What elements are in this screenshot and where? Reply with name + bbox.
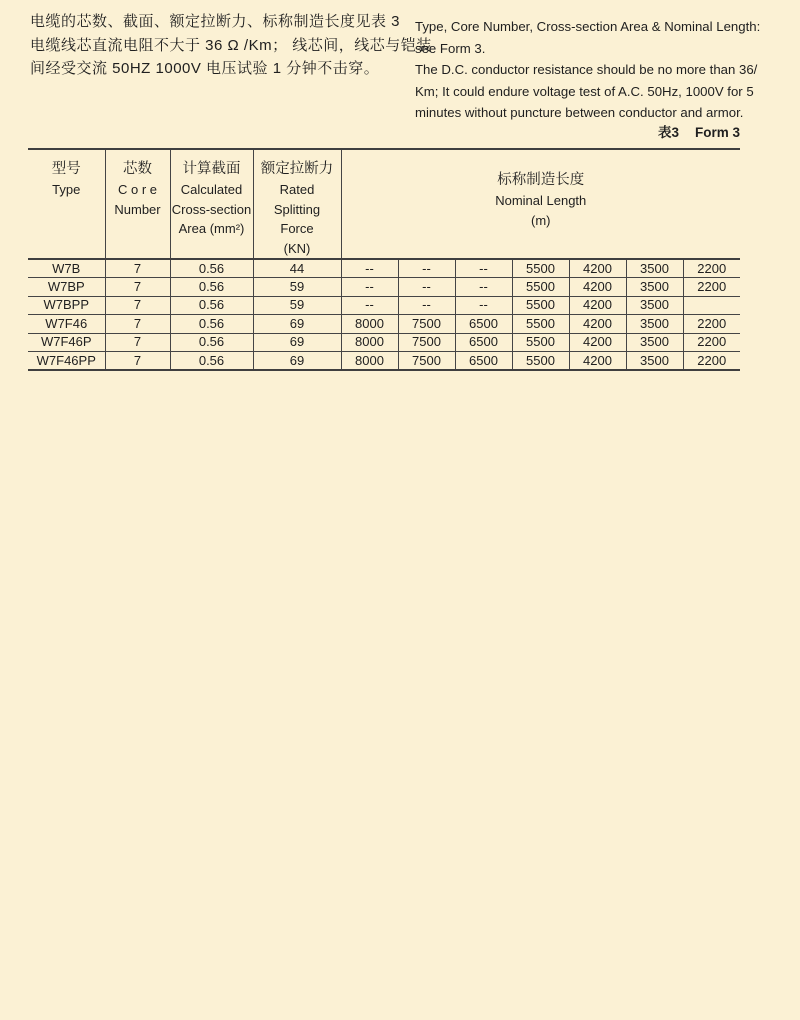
table-cell: --	[341, 259, 398, 278]
table-cell: 2200	[683, 333, 740, 352]
table-cell: --	[455, 278, 512, 297]
table-cell: W7BPP	[28, 296, 105, 315]
table-cell	[683, 296, 740, 315]
table-cell: 59	[253, 278, 341, 297]
table-cell: 7500	[398, 352, 455, 371]
table-cell: 8000	[341, 333, 398, 352]
header-type-en: Type	[52, 182, 81, 197]
table-cell: 0.56	[170, 352, 253, 371]
table-cell: 7500	[398, 315, 455, 334]
table-row	[28, 315, 740, 334]
header-col-core	[105, 149, 170, 259]
header-length-unit: (m)	[531, 212, 551, 228]
table-cell: 7	[105, 278, 170, 297]
table-cell: 4200	[569, 259, 626, 278]
table-cell: 69	[253, 352, 341, 371]
table-cell: 4200	[569, 333, 626, 352]
header-force-en-2: Splitting	[273, 201, 321, 217]
table-cell: 3500	[626, 333, 683, 352]
table-cell: 3500	[626, 296, 683, 315]
header-type-zh: 型号	[51, 161, 81, 177]
table-cell: 2200	[683, 259, 740, 278]
table-cell: 0.56	[170, 278, 253, 297]
table-cell: 8000	[341, 315, 398, 334]
table-cell: 3500	[626, 259, 683, 278]
table-cell: --	[455, 259, 512, 278]
table-cell: --	[398, 259, 455, 278]
table-cell: --	[341, 296, 398, 315]
table-cell: 6500	[455, 333, 512, 352]
table-cell: 5500	[512, 333, 569, 352]
table-cell: W7B	[28, 259, 105, 278]
table-cell: 7	[105, 315, 170, 334]
table-cell: --	[455, 296, 512, 315]
table-row	[28, 278, 740, 297]
header-core-en-2: Number	[114, 201, 161, 217]
table-cell: 7	[105, 259, 170, 278]
intro-en-paragraph-2: The D.C. conductor resistance should be no more than 36/ Km; It could endure voltage test of A.C. 50Hz, 1000V for 5 minutes without puncture between conductor and armor.	[415, 62, 758, 120]
header-force-en-1: Rated	[279, 182, 315, 197]
table-cell: 3500	[626, 315, 683, 334]
table-cell: 7	[105, 333, 170, 352]
header-area-zh: 计算截面	[182, 161, 241, 177]
table-cell: 0.56	[170, 259, 253, 278]
table-cell: 5500	[512, 278, 569, 297]
table-cell: 4200	[569, 315, 626, 334]
table-row	[28, 259, 740, 278]
table-cell: 59	[253, 296, 341, 315]
table-cell: 3500	[626, 278, 683, 297]
header-length-en: Nominal Length	[495, 193, 587, 208]
header-col-force	[253, 149, 341, 259]
header-length-zh: 标称制造长度	[497, 172, 585, 188]
table-cell: 4200	[569, 278, 626, 297]
table-cell: 3500	[626, 352, 683, 371]
table-cell: 0.56	[170, 315, 253, 334]
table-row	[28, 352, 740, 371]
table-cell: --	[398, 278, 455, 297]
table-cell: --	[341, 278, 398, 297]
table-cell: 2200	[683, 352, 740, 371]
table-cell: 5500	[512, 259, 569, 278]
intro-paragraph-english	[415, 16, 773, 124]
table-cell: W7F46P	[28, 333, 105, 352]
table-cell: --	[398, 296, 455, 315]
table-cell: 5500	[512, 296, 569, 315]
table-cell: 44	[253, 259, 341, 278]
table-cell: W7F46PP	[28, 352, 105, 371]
table-cell: 6500	[455, 352, 512, 371]
table-header-row	[28, 149, 740, 259]
header-col-nominal-length	[341, 149, 740, 259]
header-area-en-1: Calculated	[180, 182, 243, 197]
header-area-en-3: Area (mm²)	[178, 221, 245, 236]
intro-en-paragraph-1: Type, Core Number, Cross-section Area & Nominal Length: see Form 3.	[415, 19, 761, 56]
table-cell: 2200	[683, 315, 740, 334]
intro-paragraph-chinese	[30, 10, 432, 81]
table-caption-zh: 表3	[657, 125, 679, 140]
header-area-en-2: Cross-section	[171, 201, 252, 217]
header-core-zh: 芯数	[123, 161, 152, 177]
table-row	[28, 296, 740, 315]
header-force-en-3: Force	[280, 221, 314, 236]
header-force-zh: 额定拉断力	[260, 161, 334, 177]
table-caption-en: Form 3	[694, 125, 740, 140]
table-cell: 5500	[512, 315, 569, 334]
table-cell: 7500	[398, 333, 455, 352]
header-col-type	[28, 149, 105, 259]
header-col-area	[170, 149, 253, 259]
table-cell: 6500	[455, 315, 512, 334]
table-caption	[28, 121, 740, 141]
table-cell: 7	[105, 352, 170, 371]
form3-table	[28, 148, 740, 371]
table-cell: W7BP	[28, 278, 105, 297]
table-cell: 69	[253, 315, 341, 334]
table-cell: 2200	[683, 278, 740, 297]
header-core-en-1: C o r e	[117, 182, 157, 197]
intro-zh-line-1: 电缆的芯数、截面、额定拉断力、标称制造长度见表 3	[30, 13, 401, 30]
table-cell: 69	[253, 333, 341, 352]
intro-zh-line-2: 电缆线芯直流电阻不大于 36 Ω /Km； 线芯间，线芯与铠装	[30, 36, 432, 54]
table-cell: 4200	[569, 352, 626, 371]
table-cell: 7	[105, 296, 170, 315]
table-cell: 5500	[512, 352, 569, 371]
table-row	[28, 333, 740, 352]
table-cell: 0.56	[170, 333, 253, 352]
intro-zh-line-3: 间经受交流 50HZ 1000V 电压试验 1 分钟不击穿。	[30, 60, 380, 77]
table-body	[28, 259, 740, 370]
table-cell: 8000	[341, 352, 398, 371]
table-cell: 0.56	[170, 296, 253, 315]
table-cell: W7F46	[28, 315, 105, 334]
header-force-en-4: (KN)	[283, 240, 311, 256]
table-cell: 4200	[569, 296, 626, 315]
